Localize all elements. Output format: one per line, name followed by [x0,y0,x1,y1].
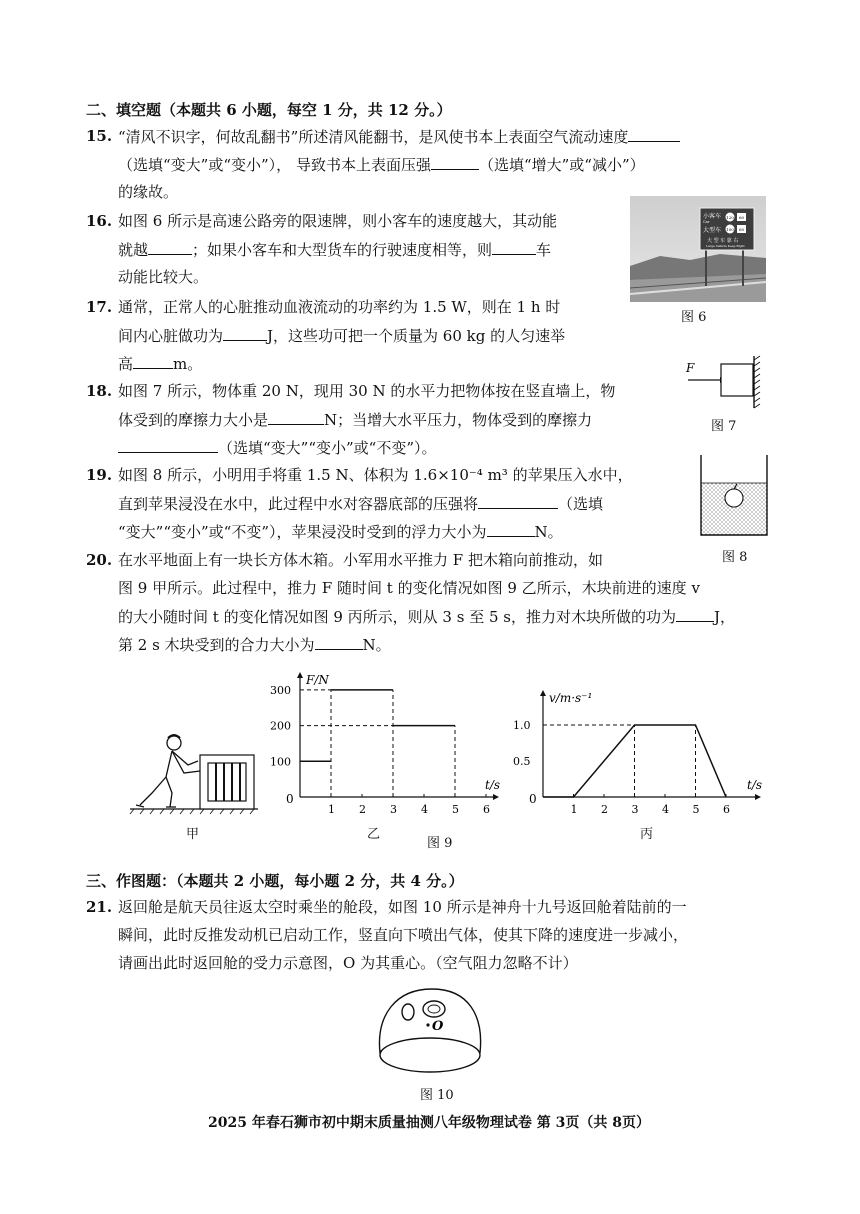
figure-9b-label: 乙 [367,827,381,842]
answer-blank[interactable] [676,605,714,622]
figure-10-return-capsule[interactable] [372,985,490,1080]
question-text: 直到苹果浸没在水中，此过程中水对容器底部的压强将 （选填 [118,492,603,515]
person [136,735,200,807]
figure-9a-label: 甲 [186,827,200,842]
speed-limit-c: 100 [726,227,734,232]
figure-7-diagram [680,356,770,412]
vt-origin-label: 0 [529,792,537,806]
question-number: 15. [86,127,113,145]
question-number: 21. [86,898,113,916]
question-text: 瞬间，此时反推发动机已启动工作，竖直向下喷出气体，使其下降的速度进一步减小， [118,926,689,944]
answer-blank[interactable] [315,633,363,650]
question-text: 返回舱是航天员往返太空时乘坐的舱段，如图 10 所示是神舟十九号返回舱着陆前的一 [118,898,687,916]
question-text: 动能比较大。 [118,268,209,286]
answer-blank[interactable] [492,238,536,255]
answer-blank[interactable] [148,238,192,255]
vt-x-axis-label: t/s [747,778,763,792]
question-text: （选填“变大”或“变小”）， 导致书本上表面压强 （选填“增大”或“减小”） [118,153,645,176]
sign-row1-en: Car [703,220,710,224]
vt-y-arrow [540,690,546,696]
wall-hatching [754,356,760,408]
answer-blank[interactable] [268,408,324,425]
speed-limit-d: 60 [738,227,745,232]
answer-blank[interactable] [628,125,680,142]
ft-x-arrow [493,794,499,800]
block [721,364,753,396]
question-text: “清风不识字，何故乱翻书”所述清风能翻书，是风使书本上表面空气流动速度 [118,125,680,148]
answer-blank[interactable] [133,352,173,369]
figure-9c-label: 丙 [640,827,654,842]
ft-y-axis-label: F/N [306,673,329,687]
ft-x-tick-label: 5 [452,803,459,816]
ft-y-tick-label: 200 [270,719,291,733]
question-text: 如图 8 所示，小明用手将重 1.5 N、体积为 1.6×10⁻⁴ m³ 的苹果压入水中， [118,466,633,484]
capsule-heat-shield [380,1038,480,1072]
answer-blank[interactable] [223,324,267,341]
ft-x-tick-label: 3 [390,803,397,816]
question-text: 间内心脏做功为 J，这些功可把一个质量为 60 kg 的人匀速举 [118,324,565,347]
speed-limit-b: 60 [738,215,745,220]
question-text: “变大”“变小”或“不变”），苹果浸没时受到的浮力大小为 N。 [118,520,563,543]
vt-y-tick-label: 1.0 [513,719,531,732]
ft-origin-label: 0 [286,792,294,806]
question-text: 第 2 s 木块受到的合力大小为 N。 [118,633,391,656]
vt-x-tick-label: 6 [723,803,730,816]
question-text: 的缘故。 [118,183,179,201]
v-t-chart [515,682,775,822]
question-text: 高 m。 [118,352,202,375]
question-number: 16. [86,212,113,230]
sign-row3: 大 型 车 靠 右 [707,238,739,244]
ft-x-tick-label: 4 [421,803,428,816]
figure-9-caption: 图 9 [427,836,453,851]
question-text: 图 9 甲所示。此过程中，推力 F 随时间 t 的变化情况如图 9 乙所示，木块前进的速度 v [118,579,700,597]
question-text: 就越 ；如果小客车和大型货车的行驶速度相等，则 车 [118,238,551,261]
question-text: 请画出此时返回舱的受力示意图，O 为其重心。（空气阻力忽略不计） [118,954,578,972]
answer-blank[interactable] [487,520,535,537]
sign-row3-en: Large Vehicle Keep Right [706,244,745,248]
highway-sign-photo [630,196,766,302]
answer-blank[interactable] [478,492,558,509]
question-text: 通常，正常人的心脏推动血液流动的功率约为 1.5 W，则在 1 h 时 [118,298,561,316]
ft-x-tick-label: 1 [328,803,335,816]
box [200,755,254,809]
vt-y-tick-label: 0.5 [513,755,531,768]
capsule-window-left [402,1004,414,1020]
section-heading-drawing: 三、作图题：（本题共 2 小题，每小题 2 分，共 4 分。） [86,872,464,890]
question-number: 20. [86,551,113,569]
force-label-f: F [686,361,695,375]
figure-8-caption: 图 8 [722,550,748,565]
vt-y-axis-label: v/m·s⁻¹ [549,691,593,705]
center-of-gravity-label: O [432,1019,444,1034]
sign-row2: 大型车 [703,227,722,234]
ft-y-arrow [297,672,303,678]
speed-limit-a: 120 [726,215,734,220]
figure-7-caption: 图 7 [711,419,737,434]
answer-blank[interactable] [118,436,218,453]
section-heading-fill-in: 二、填空题（本题共 6 小题，每空 1 分，共 12 分。） [86,101,452,119]
vt-x-tick-label: 3 [631,803,639,816]
vt-x-tick-label: 1 [570,803,578,816]
ft-x-axis-label: t/s [485,778,501,792]
question-text: 如图 7 所示，物体重 20 N，现用 30 N 的水平力把物体按在竖直墙上，物 [118,382,616,400]
ground-hatching [130,809,254,814]
vt-x-arrow [755,794,761,800]
vt-x-tick-label: 5 [692,803,700,816]
question-text: 体受到的摩擦力大小是 N；当增大水平压力，物体受到的摩擦力 [118,408,592,431]
ft-x-tick-label: 6 [483,803,490,816]
question-text: 如图 6 所示是高速公路旁的限速牌，则小客车的速度越大，其动能 [118,212,558,230]
apple [725,489,743,507]
center-of-gravity-dot [426,1023,429,1026]
ft-x-tick-label: 2 [359,803,366,816]
question-number: 17. [86,298,113,316]
question-number: 19. [86,466,113,484]
vt-x-tick-label: 4 [662,803,669,816]
vt-x-tick-label: 2 [601,803,608,816]
figure-8-diagram [697,453,771,539]
f-t-chart [268,660,508,820]
figure-10-caption: 图 10 [420,1088,454,1103]
question-text: 在水平地面上有一块长方体木箱。小军用水平推力 F 把木箱向前推动，如 [118,551,603,569]
answer-blank[interactable] [431,153,479,170]
question-number: 18. [86,382,113,400]
figure-6-caption: 图 6 [681,310,707,325]
figure-6-photo [630,196,766,302]
page-footer: 2025 年春石狮市初中期末质量抽测八年级物理试卷 第 3页（共 8页） [208,1115,650,1131]
sign-row1: 小客车 [703,213,722,220]
question-text: 的大小随时间 t 的变化情况如图 9 丙所示，则从 3 s 至 5 s，推力对木块所做的功为 J， [118,605,735,628]
ft-y-tick-label: 100 [270,755,291,769]
question-text: （选填“变大”“变小”或“不变”）。 [118,436,437,459]
figure-9a-person-pushing-box [130,725,260,817]
ft-y-tick-label: 300 [270,683,291,697]
